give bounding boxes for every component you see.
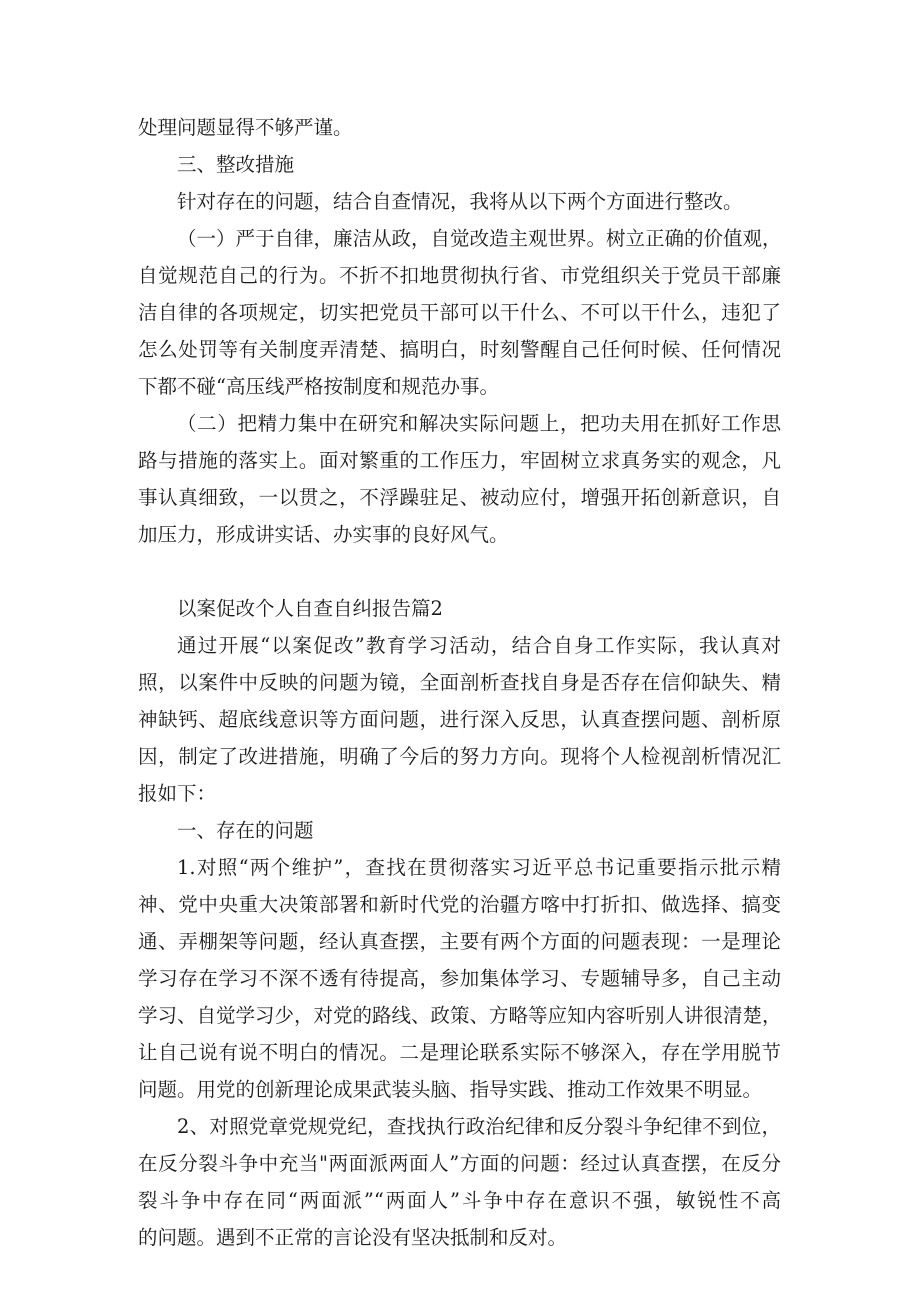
section-heading: 一、存在的问题 [177,819,314,842]
paragraph-line: 报如下： [138,782,217,805]
paragraph-line: 问题。用党的创新理论成果武装头脑、指导实践、推动工作效果不明显。 [138,1078,763,1101]
paragraph-line: 洁自律的各项规定，切实把党员干部可以干什么、不可以干什么，违犯了 [138,301,781,324]
paragraph-line: 的问题。遇到不正常的言论没有坚决抵制和反对。 [138,1226,568,1249]
paragraph-line: 处理问题显得不够严谨。 [138,116,353,139]
paragraph-line: 照，以案件中反映的问题为镜，全面剖析查找自身是否存在信仰缺失、精 [138,671,781,694]
paragraph-line: 因，制定了改进措施，明确了今后的努力方向。现将个人检视剖析情况汇 [138,745,781,768]
paragraph-line: 怎么处罚等有关制度弄清楚、搞明白，时刻警醒自己任何时候、任何情况 [138,338,781,361]
paragraph-line: 通过开展“以案促改”教育学习活动，结合自身工作实际，我认真对 [177,634,781,657]
paragraph-line: （一）严于自律，廉洁从政，自觉改造主观世界。树立正确的价值观， [177,227,782,250]
paragraph-line: 针对存在的问题，结合自查情况，我将从以下两个方面进行整改。 [177,190,743,213]
paragraph-line: 路与措施的落实上。面对繁重的工作压力，牢固树立求真务实的观念，凡 [138,449,781,472]
paragraph-line: 加压力，形成讲实话、办实事的良好风气。 [138,523,509,546]
paragraph-line: 2、对照党章党规党纪，查找执行政治纪律和反分裂斗争纪律不到位， [177,1115,781,1138]
paragraph-line: （二）把精力集中在研究和解决实际问题上，把功夫用在抓好工作思 [177,412,781,435]
report-title: 以案促改个人自查自纠报告篇2 [177,597,443,620]
paragraph-line: 1.对照“两个维护”，查找在贯彻落实习近平总书记重要指示批示精 [177,856,781,879]
paragraph-line: 学习、自觉学习少，对党的路线、政策、方略等应知内容听别人讲很清楚， [138,1004,782,1027]
paragraph-line: 学习存在学习不深不透有待提高，参加集体学习、专题辅导多，自己主动 [138,967,781,990]
paragraph-line: 裂斗争中存在同“两面派”“两面人”斗争中存在意识不强，敏锐性不高 [138,1189,781,1212]
paragraph-line: 在反分裂斗争中充当"两面派两面人”方面的问题：经过认真查摆，在反分 [138,1152,781,1175]
paragraph-line: 神缺钙、超底线意识等方面问题，进行深入反思，认真查摆问题、剖析原 [138,708,781,731]
paragraph-line: 神、党中央重大决策部署和新时代党的治疆方喀中打折扣、做选择、搞变 [138,893,781,916]
paragraph-line: 下都不碰“高压线严格按制度和规范办事。 [138,375,499,398]
section-heading: 三、整改措施 [177,153,295,176]
paragraph-line: 让自己说有说不明白的情况。二是理论联系实际不够深入，存在学用脱节 [138,1041,781,1064]
paragraph-line: 自觉规范自己的行为。不折不扣地贯彻执行省、市党组织关于党员干部廉 [138,264,781,287]
paragraph-line: 通、弄棚架等问题，经认真查摆，主要有两个方面的问题表现：一是理论 [138,930,781,953]
paragraph-line: 事认真细致，一以贯之，不浮躁驻足、被动应付，增强开拓创新意识，自 [138,486,781,509]
